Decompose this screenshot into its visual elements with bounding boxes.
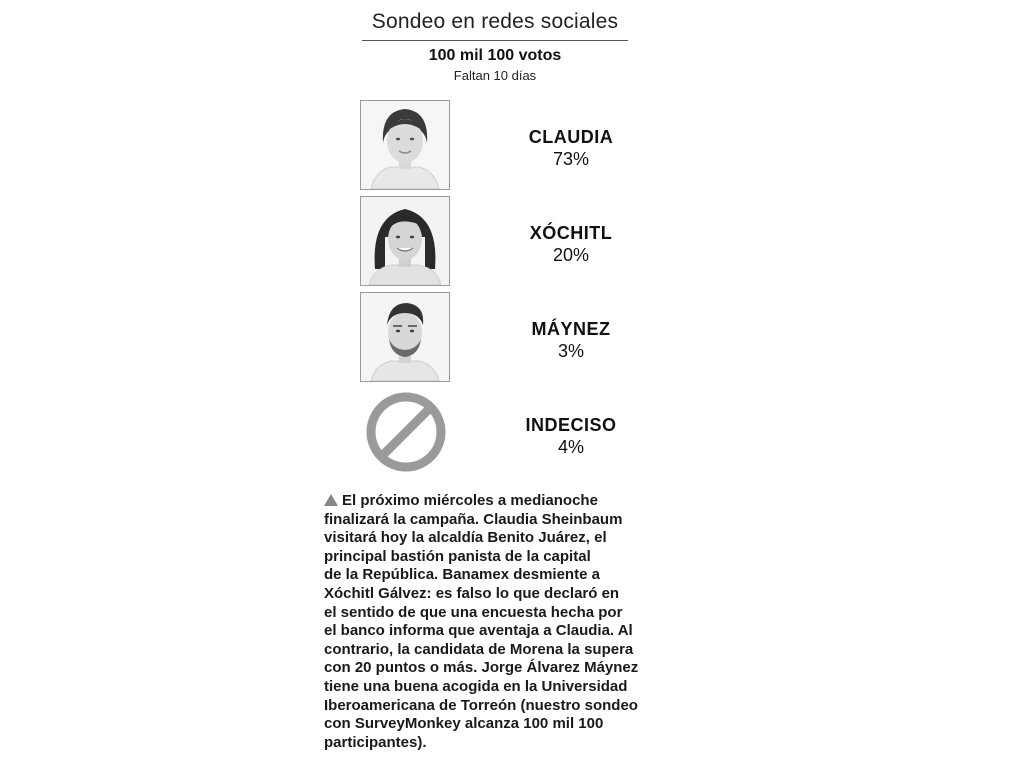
caption-line: de la República. Banamex desmiente a xyxy=(324,566,600,584)
vote-count: 100 mil 100 votos xyxy=(428,47,562,64)
candidate-name: CLAUDIA xyxy=(528,127,614,147)
caption-line: contrario, la candidata de Morena la supera xyxy=(324,640,634,658)
candidate-name: MÁYNEZ xyxy=(531,319,611,339)
caption-line: Iberoamericana de Torreón (nuestro sondeo xyxy=(324,696,638,714)
candidate-name: INDECISO xyxy=(525,415,617,435)
candidate-info-xochitl xyxy=(500,222,642,266)
candidate-percent: 20% xyxy=(552,245,590,265)
candidate-photo-maynez xyxy=(360,292,450,382)
caption-line: Xóchitl Gálvez: es falso lo que declaró en xyxy=(324,584,620,602)
poll-panel xyxy=(300,0,700,768)
portrait-photo-icon xyxy=(361,197,449,285)
candidate-photo-xochitl xyxy=(360,196,450,286)
candidate-row-maynez xyxy=(360,292,690,382)
caption-line: con 20 puntos o más. Jorge Álvarez Máynez xyxy=(324,659,639,677)
caption-line: visitará hoy la alcaldía Benito Juárez, el xyxy=(324,529,607,547)
caption-line: tiene una buena acogida en la Universidad xyxy=(324,677,628,695)
triangle-up-icon xyxy=(324,494,338,506)
days-remaining: Faltan 10 días xyxy=(453,68,537,83)
caption-line: finalizará la campaña. Claudia Sheinbaum xyxy=(324,510,623,528)
candidate-percent: 4% xyxy=(557,437,584,457)
candidate-percent: 73% xyxy=(552,149,590,169)
caption-line-first: El próximo miércoles a medianoche xyxy=(324,492,674,511)
prohibited-icon xyxy=(364,390,448,474)
candidate-name: XÓCHITL xyxy=(529,223,613,243)
portrait-photo-icon xyxy=(361,101,449,189)
caption-line: principal bastión panista de la capital xyxy=(324,547,591,565)
candidate-percent: 3% xyxy=(557,341,584,361)
candidate-photo-claudia xyxy=(360,100,450,190)
candidate-row-indeciso xyxy=(360,388,690,478)
caption-line: participantes). xyxy=(324,733,427,751)
poll-title: Sondeo en redes sociales xyxy=(371,10,619,33)
portrait-photo-icon xyxy=(361,293,449,381)
candidate-row-xochitl xyxy=(360,196,690,286)
caption-line: el banco informa que aventaja a Claudia. Al xyxy=(324,622,633,640)
caption-line: el sentido de que una encuesta hecha por xyxy=(324,603,623,621)
caption-line: con SurveyMonkey alcanza 100 mil 100 xyxy=(324,715,604,733)
candidate-row-claudia xyxy=(360,100,690,190)
candidate-info-maynez xyxy=(500,318,642,362)
title-divider xyxy=(362,40,628,41)
caption-text xyxy=(324,492,674,752)
candidate-info-claudia xyxy=(500,126,642,170)
candidate-info-indeciso xyxy=(500,414,642,458)
